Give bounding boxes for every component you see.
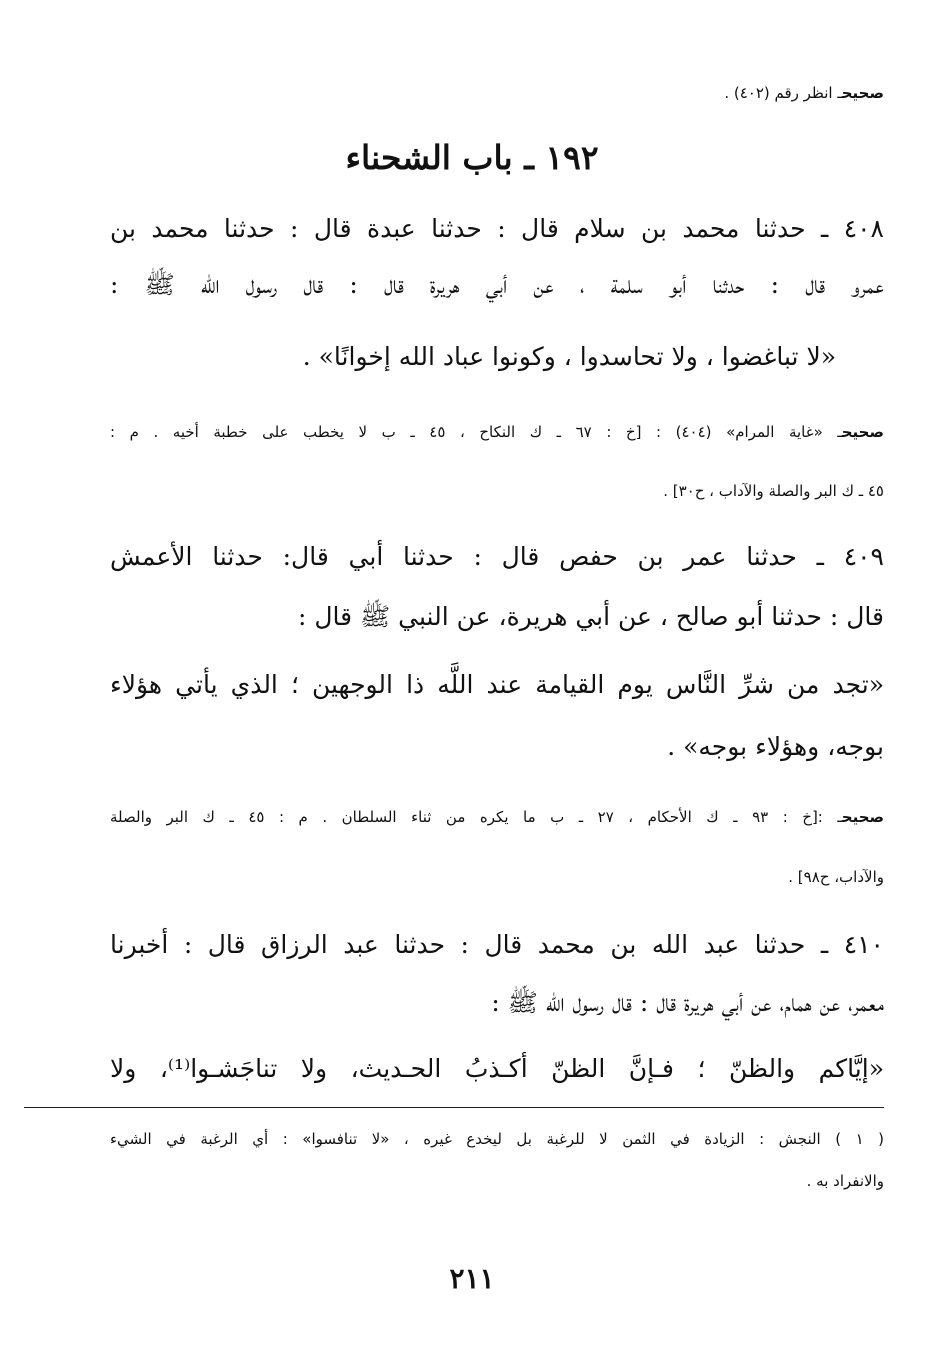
top-grading-note [110, 82, 884, 104]
grading-label: صحيح [841, 84, 884, 102]
hadith-408-matn: «لا تباغضوا ، ولا تحاسدوا ، وكونوا عباد الله إخوانًا» . [302, 342, 836, 371]
grading-text: ـ انظر رقم (٤٠٢) . [724, 84, 842, 102]
grading-408-line-2: ٤٥ ـ ك البر والصلة والآداب ، ح٣٠] . [663, 482, 884, 500]
page-number: ٢١١ [449, 1262, 495, 1295]
grading-text: ـ :[خ : ٩٣ ـ ك الأحكام ، ٢٧ ـ ب ما يكره من ثناء السلطان . م : ٤٥ ـ ك البر والصلة [110, 808, 842, 826]
hadith-410-line-1: ٤١٠ ـ حدثنا عبد الله بن محمد قال : حدثنا عبد الرزاق قال : أخبرنا [110, 930, 884, 959]
grading-409-line-2: والآداب، ح٩٨] . [788, 868, 884, 886]
hadith-409-matn-line-2: بوجه، وهؤلاء بوجه» . [667, 732, 884, 761]
grading-text: ـ «غاية المرام» (٤٠٤) : [خ : ٦٧ ـ ك النكاح ، ٤٥ ـ ب لا يخطب على خطبة أخيه . م : [110, 423, 842, 441]
hadith-409-line-1: ٤٠٩ ـ حدثنا عمر بن حفص قال : حدثنا أبي قال: حدثنا الأعمش [110, 542, 884, 571]
hadith-409-matn-line-1: «تجد من شرِّ النَّاس يوم القيامة عند اللَّه ذا الوجهين ؛ الذي يأتي هؤلاء [110, 670, 884, 699]
grading-409-line-1 [110, 806, 884, 828]
grading-408-line-1 [110, 421, 884, 443]
footnote-separator [24, 1107, 884, 1108]
hadith-410-line-2: معمر، عن همام، عن أبي هريرة قال : قال رسول الله ﷺ : [491, 988, 884, 1017]
hadith-408-line-2: عمرو قال : حدثنا أبو سلمة ، عن أبي هريرة قال : قال رسول الله ﷺ : [110, 270, 884, 299]
chapter-title: ١٩٢ ـ باب الشحناء [345, 138, 599, 177]
footnote-line-1: ( ١ ) النجش : الزيادة في الثمن لا للرغبة بل ليخدع غيره ، «لا تنافسوا» : أي الرغبة في الشيء [110, 1130, 884, 1148]
grading-label: صحيح [841, 423, 884, 441]
grading-label: صحيح [841, 808, 885, 826]
hadith-409-line-2: قال : حدثنا أبو صالح ، عن أبي هريرة، عن النبي ﷺ قال : [297, 602, 884, 631]
footnote-line-2: والانفراد به . [806, 1172, 884, 1190]
hadith-408-line-1: ٤٠٨ ـ حدثنا محمد بن سلام قال : حدثنا عبدة قال : حدثنا محمد بن [110, 214, 884, 243]
hadith-410-matn-line-1: «إيَّاكم والظنّ ؛ فـإنَّ الظنّ أكـذبُ الحـديث، ولا تناجَشـوا⁽¹⁾، ولا [110, 1054, 884, 1083]
